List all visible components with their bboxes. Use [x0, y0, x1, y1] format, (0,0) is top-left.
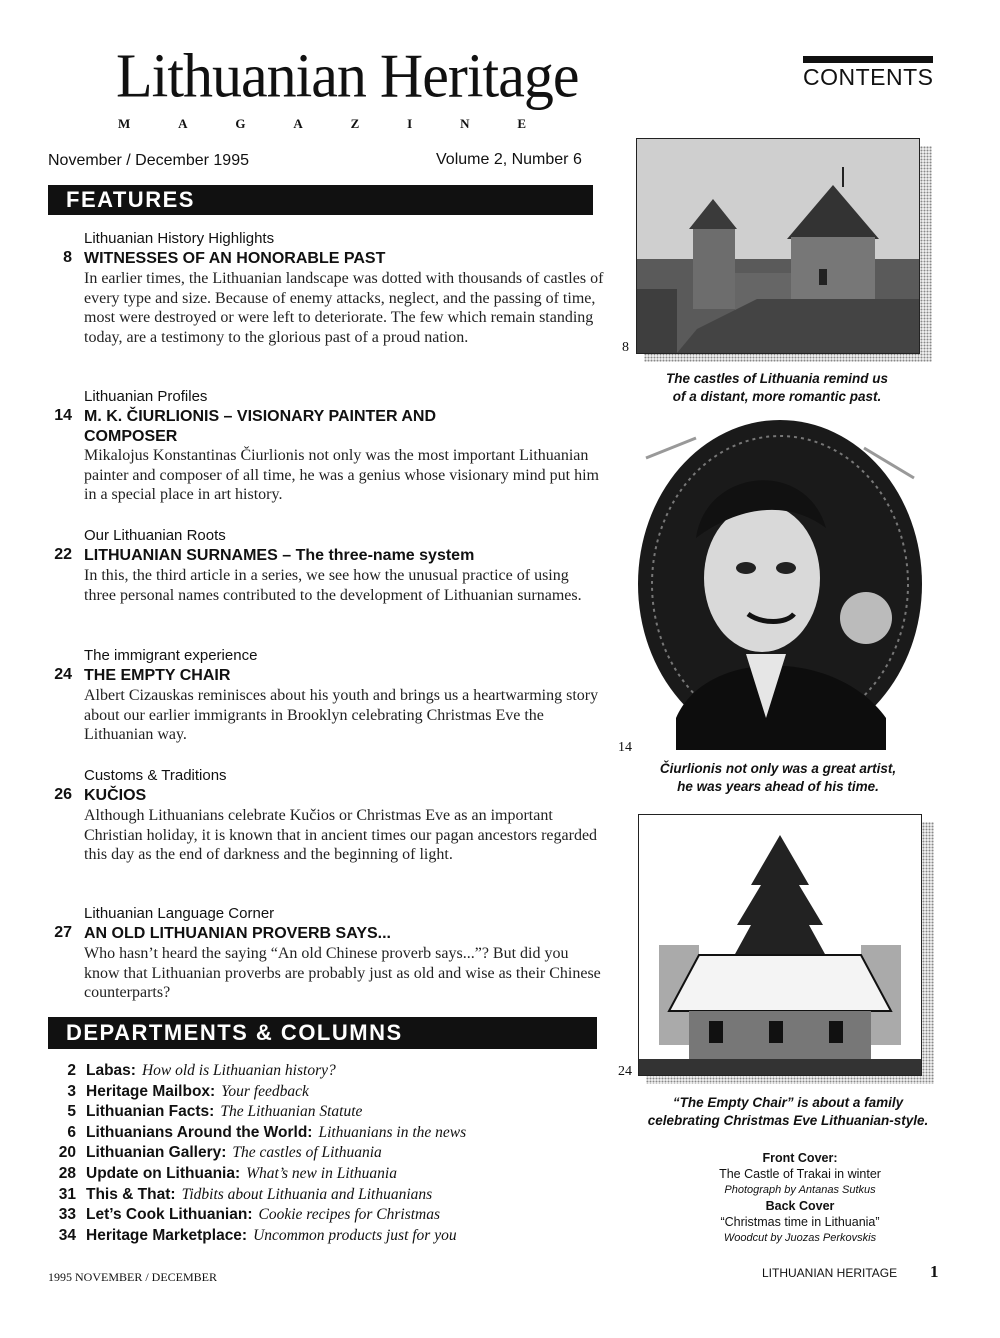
caption-line: Čiurlionis not only was a great artist,	[659, 761, 897, 776]
feature-page: 26	[54, 786, 72, 803]
feature-category: Customs & Traditions	[84, 767, 227, 784]
subtitle-letter: G	[235, 116, 246, 131]
cover-credits	[660, 1150, 940, 1246]
photo-page-number: 24	[618, 1064, 632, 1079]
department-page: 3	[67, 1082, 76, 1100]
department-label[interactable]: Lithuanians Around the World:	[86, 1123, 313, 1141]
feature-category: The immigrant experience	[84, 647, 258, 664]
feature-description: Albert Cizauskas reminisces about his youth and brings us a heartwarming story about our earlier immigrants in Brooklyn celebrating Christmas Eve the Lithuanian way.	[84, 687, 599, 743]
portrait-illustration	[636, 418, 924, 750]
department-label[interactable]: Heritage Marketplace:	[86, 1226, 248, 1244]
caption-line: celebrating Christmas Eve Lithuanian-style.	[647, 1113, 929, 1128]
back-cover-heading: Back Cover	[765, 1199, 835, 1213]
feature-title[interactable]: WITNESSES OF AN HONORABLE PAST	[84, 250, 386, 267]
caption-line: “The Empty Chair” is about a family	[672, 1095, 904, 1110]
portrait-woodcut[interactable]	[636, 418, 924, 750]
subtitle-letter: N	[460, 116, 470, 131]
department-page: 31	[58, 1185, 76, 1203]
front-cover-title: The Castle of Trakai in winter	[719, 1167, 881, 1181]
magazine-subtitle	[118, 116, 526, 132]
front-cover-credit: Photograph by Antanas Sutkus	[724, 1184, 876, 1196]
department-desc: Uncommon products just for you	[253, 1226, 457, 1244]
department-desc: The Lithuanian Statute	[220, 1103, 363, 1121]
feature-title[interactable]: THE EMPTY CHAIR	[84, 667, 231, 684]
magazine-title: Lithuanian Heritage	[116, 41, 579, 111]
feature-description: In this, the third article in a series, we see how the unusual practice of using three personal names contributed to the development of Lithuanian surnames.	[84, 567, 582, 604]
feature-category: Lithuanian Language Corner	[84, 905, 275, 922]
feature-description: Mikalojus Konstantinas Čiurlionis not only was the most important Lithuanian painter and composer of all time, he was a genius whose visionary mind put him in a special place in art history.	[84, 447, 599, 503]
christmas-woodcut[interactable]	[638, 814, 922, 1076]
department-page: 2	[67, 1062, 76, 1079]
front-cover-heading: Front Cover:	[762, 1151, 838, 1165]
feature-title[interactable]: AN OLD LITHUANIAN PROVERB SAYS...	[84, 925, 391, 942]
department-page: 20	[58, 1144, 76, 1162]
feature-page: 14	[54, 407, 72, 424]
features-banner: FEATURES	[48, 185, 593, 215]
christmas-illustration	[639, 815, 921, 1075]
department-desc: Tidbits about Lithuania and Lithuanians	[181, 1185, 433, 1203]
castle-illustration	[637, 139, 919, 353]
back-cover-credit: Woodcut by Juozas Perkovskis	[723, 1232, 877, 1244]
department-page: 28	[58, 1164, 76, 1182]
department-label[interactable]: This & That:	[86, 1185, 176, 1203]
department-desc: Cookie recipes for Christmas	[258, 1206, 441, 1224]
feature-category: Lithuanian History Highlights	[84, 230, 275, 247]
department-page: 6	[67, 1123, 76, 1141]
photo-caption	[636, 370, 918, 406]
subtitle-letter: M	[118, 116, 131, 131]
feature-category: Lithuanian Profiles	[84, 388, 208, 405]
department-label[interactable]: Labas:	[86, 1062, 136, 1079]
footer-issue: 1995 NOVEMBER / DECEMBER	[48, 1270, 218, 1284]
department-desc: The castles of Lithuania	[232, 1144, 382, 1162]
feature-description: Who hasn’t heard the saying “An old Chinese proverb says...”? But did you know that Lithuanian proverbs are probably just as old and wise as their Chinese counterparts?	[84, 945, 601, 1001]
photo-caption	[636, 760, 920, 796]
subtitle-letter: E	[517, 116, 526, 131]
feature-title[interactable]: M. K. ČIURLIONIS – VISIONARY PAINTER AND COMPOSER	[84, 408, 437, 445]
castle-photo[interactable]	[636, 138, 920, 354]
caption-line: The castles of Lithuania remind us	[665, 371, 889, 386]
department-desc: What’s new in Lithuania	[246, 1164, 397, 1182]
photo-caption	[636, 1094, 940, 1130]
department-label[interactable]: Lithuanian Facts:	[86, 1103, 215, 1121]
subtitle-letter: Z	[350, 116, 360, 131]
feature-description: In earlier times, the Lithuanian landscape was dotted with thousands of castles of every type and size. Because of enemy attacks, neglect, and the passing of time, most were destroyed or were left to deteriorate. The few which remain standing today, are a testimony to the glorious past of a proud nation.	[84, 270, 604, 346]
department-label[interactable]: Let’s Cook Lithuanian:	[86, 1206, 253, 1224]
back-cover-title: “Christmas time in Lithuania”	[720, 1215, 880, 1229]
subtitle-letter: A	[293, 116, 303, 131]
subtitle-letter: I	[407, 116, 413, 131]
issue-volume: Volume 2, Number 6	[436, 151, 582, 168]
photo-page-number: 8	[622, 340, 629, 355]
footer-magazine-name: LITHUANIAN HERITAGE	[762, 1266, 898, 1280]
section-label: CONTENTS	[803, 64, 934, 90]
department-desc: Lithuanians in the news	[318, 1123, 467, 1141]
department-page: 34	[58, 1226, 76, 1244]
departments-banner: DEPARTMENTS & COLUMNS	[48, 1017, 597, 1049]
feature-title[interactable]: KUČIOS	[84, 787, 147, 804]
feature-page: 8	[63, 249, 72, 266]
contents-rule	[803, 56, 933, 63]
feature-category: Our Lithuanian Roots	[84, 527, 226, 544]
department-label[interactable]: Lithuanian Gallery:	[86, 1144, 227, 1162]
caption-line: of a distant, more romantic past.	[672, 389, 882, 404]
department-desc: Your feedback	[221, 1082, 309, 1100]
feature-page: 24	[54, 666, 72, 683]
department-page: 33	[58, 1206, 76, 1224]
feature-description: Although Lithuanians celebrate Kučios or Christmas Eve as an important Christian holiday, it is known that in ancient times our pagan ancestors regarded this day as the end of darkness and the beginning of light.	[84, 807, 598, 863]
department-label[interactable]: Update on Lithuania:	[86, 1164, 241, 1182]
photo-page-number: 14	[618, 740, 632, 755]
department-label[interactable]: Heritage Mailbox:	[86, 1082, 216, 1100]
caption-line: he was years ahead of his time.	[677, 779, 879, 794]
department-page: 5	[67, 1103, 76, 1121]
subtitle-letter: A	[178, 116, 188, 131]
feature-title[interactable]: LITHUANIAN SURNAMES – The three-name system	[84, 547, 475, 564]
page-number: 1	[930, 1262, 939, 1281]
issue-date: November / December 1995	[48, 152, 249, 169]
feature-page: 27	[54, 924, 72, 941]
feature-page: 22	[54, 546, 72, 563]
department-desc: How old is Lithuanian history?	[141, 1062, 336, 1079]
